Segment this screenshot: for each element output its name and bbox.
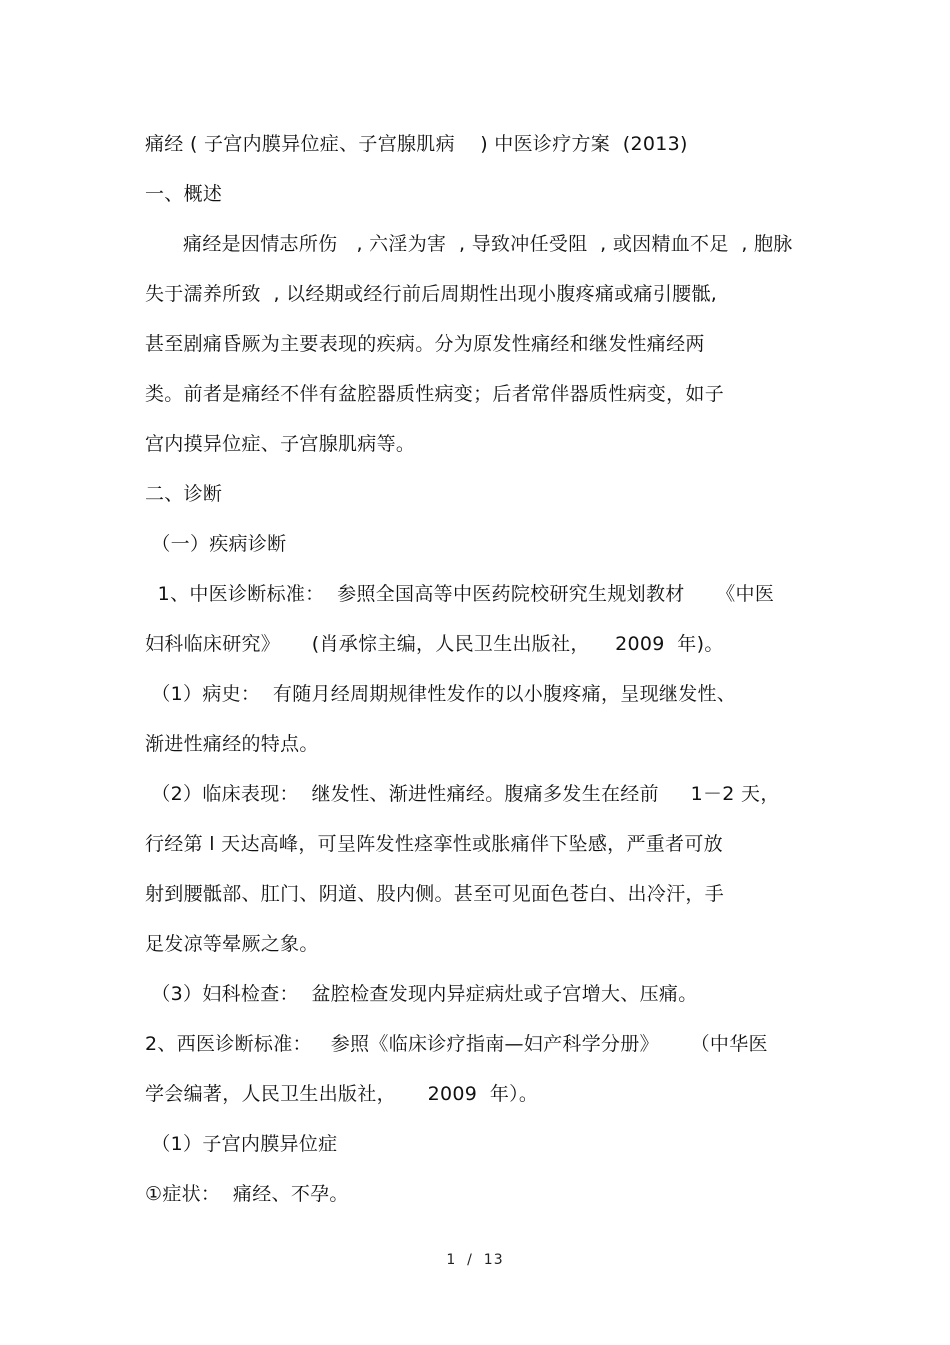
paragraph-line: 射到腰骶部、肛门、阴道、股内侧。甚至可见面色苍白、出冷汗，手 — [145, 883, 725, 905]
paragraph-line: （3）妇科检查： 盆腔检查发现内异症病灶或子宫增大、压痛。 — [145, 983, 698, 1005]
paragraph-line: 2、西医诊断标准： 参照《临床诊疗指南—妇产科学分册》 （中华医 — [145, 1033, 768, 1055]
page-indicator: 1 / 13 — [446, 1252, 504, 1268]
section-heading: 一、概述 — [145, 183, 223, 205]
paragraph-line: 痛经是因情志所伤 , 六淫为害 , 导致冲任受阻 , 或因精血不足 , 胞脉 — [145, 233, 793, 255]
document-title: 痛经 ( 子宫内膜异位症、子宫腺肌病 ) 中医诊疗方案 (2013) — [145, 133, 688, 155]
paragraph-line: （2）临床表现： 继发性、渐进性痛经。腹痛多发生在经前 1－2 天， — [145, 783, 780, 805]
paragraph-line: 类。前者是痛经不伴有盆腔器质性病变；后者常伴器质性病变，如子 — [145, 383, 725, 405]
section-heading: 二、诊断 — [145, 483, 223, 505]
paragraph-line: 1、中医诊断标准： 参照全国高等中医药院校研究生规划教材 《中医 — [145, 583, 775, 605]
paragraph-line: （1）病史： 有随月经周期规律性发作的以小腹疼痛，呈现继发性、 — [145, 683, 737, 705]
paragraph-line: 行经第 l 天达高峰，可呈阵发性痉挛性或胀痛伴下坠感，严重者可放 — [145, 833, 723, 855]
subsection-heading: （一）疾病诊断 — [145, 533, 287, 555]
subsection-heading: （1）子宫内膜异位症 — [145, 1133, 338, 1155]
paragraph-line: 妇科临床研究》 (肖承悰主编，人民卫生出版社， 2009 年)。 — [145, 633, 724, 655]
paragraph-line: 甚至剧痛昏厥为主要表现的疾病。分为原发性痛经和继发性痛经两 — [145, 333, 705, 355]
paragraph-line: 学会编著，人民卫生出版社， 2009 年）。 — [145, 1083, 539, 1105]
paragraph-line: 失于濡养所致 , 以经期或经行前后周期性出现小腹疼痛或痛引腰骶, — [145, 283, 718, 305]
paragraph-line: ①症状： 痛经、不孕。 — [145, 1183, 349, 1205]
paragraph-line: 宫内摸异位症、子宫腺肌病等。 — [145, 433, 416, 455]
paragraph-line: 渐进性痛经的特点。 — [145, 733, 319, 755]
paragraph-line: 足发凉等晕厥之象。 — [145, 933, 319, 955]
